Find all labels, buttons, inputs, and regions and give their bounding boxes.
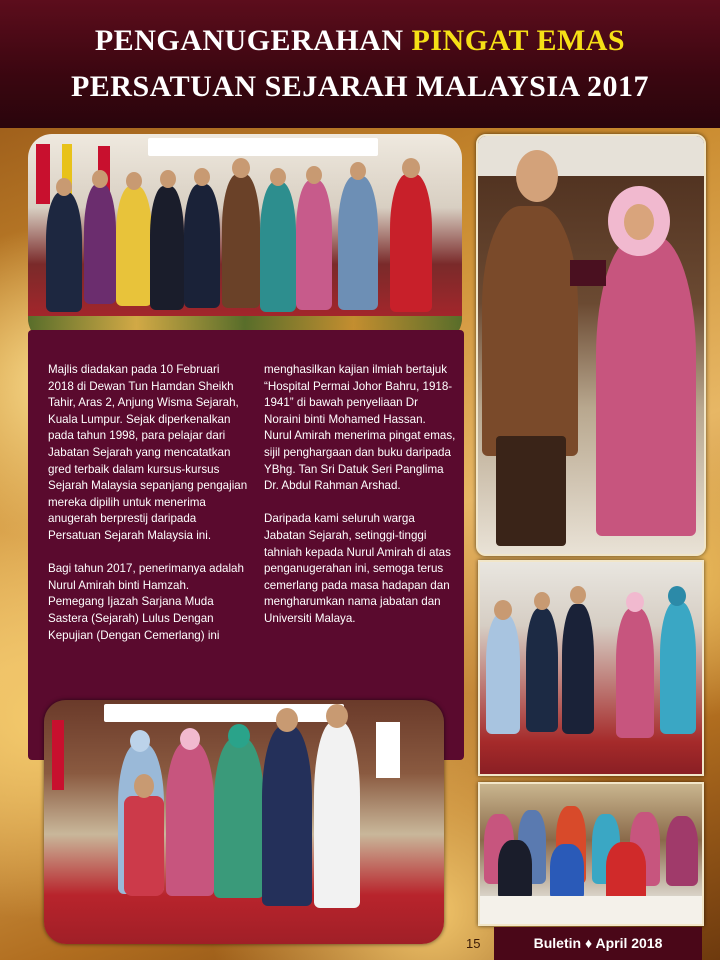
header-line-1 [0,24,720,58]
gathering-photo [478,782,704,926]
article-paragraph: Bagi tahun 2017, penerimanya adalah Nurul Amirah binti Hamzah. Pemegang Ijazah Sarjana Muda Sastera (Sejarah) Lulus Dengan Kepujian (Dengan Cemerlang) ini [48,562,244,642]
page-header [0,0,720,128]
article-column-1 [48,362,248,661]
page-number: 15 [466,936,481,951]
header-title-part-1: PENGANUGERAHAN [94,24,404,57]
article-paragraph: Daripada kami seluruh warga Jabatan Sejarah, setinggi-tinggi tahniah kepada Nurul Amirah di atas penganugerahan ini, semoga terus cemerlang pada masa hadapan dan mengharumkan nama jabatan dan Universiti Malaya. [264,512,451,625]
article-paragraph: menghasilkan kajian ilmiah bertajuk “Hospital Permai Johor Bahru, 1918-1941” di bawah penyeliaan Dr Noraini binti Mohamed Hassan. Nurul Amirah menerima pingat emas, sijil penghargaan dan buku daripada YBhg. Tan Sri Datuk Seri Panglima Dr. Abdul Rahman Arshad. [264,363,456,493]
header-line-2: PERSATUAN SEJARAH MALAYSIA 2017 [70,70,650,103]
bulletin-footer-label: Buletin ♦ April 2018 [494,927,702,960]
article-column-2 [264,362,456,644]
header-title-highlight: PINGAT EMAS [411,24,626,57]
family-group-photo [44,700,444,944]
article-paragraph: Majlis diadakan pada 10 Februari 2018 di Dewan Tun Hamdan Sheikh Tahir, Aras 2, Anjung Wisma Sejarah, Kuala Lumpur. Sejak diperkenalkan pada tahun 1998, para pelajar dari Jabatan Sejarah yang mencatatkan gred terbaik dalam kursus-kursus Sejarah Malaysia sepanjang pengajian mereka dipilih untuk menerima anugerah berprestij daripada Persatuan Sejarah Malaysia ini. [48,363,248,542]
group-photo-ceremony [28,134,462,344]
award-presentation-photo [476,134,706,556]
group-photo-right [478,560,704,776]
